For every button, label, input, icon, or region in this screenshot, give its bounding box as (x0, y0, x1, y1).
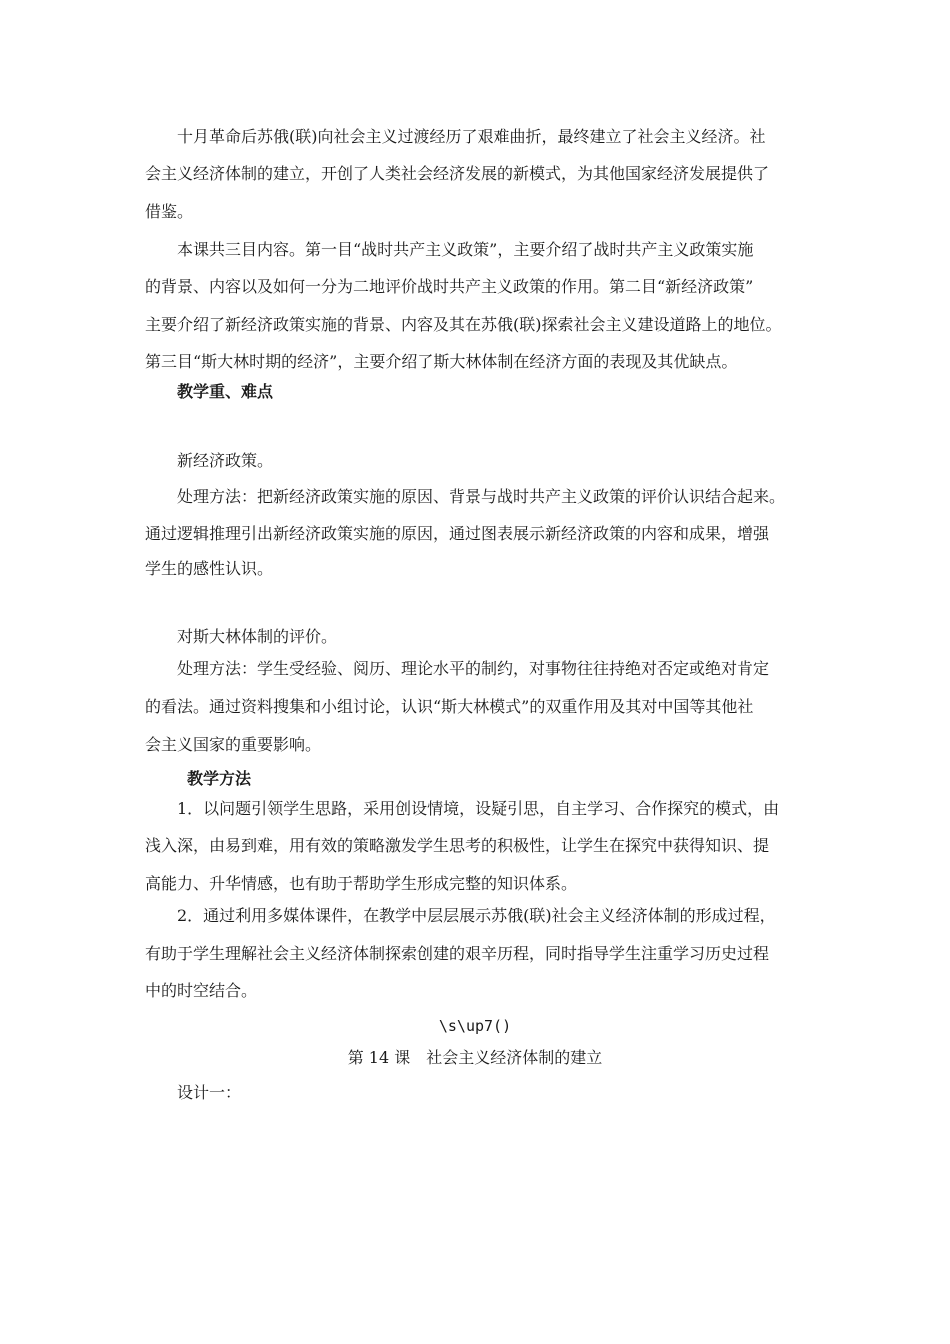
intro-p2-line1: 本课共三目内容。第一目“战时共产主义政策”，主要介绍了战时共产主义政策实施 (177, 240, 754, 259)
key-point-1-title: 新经济政策。 (177, 451, 274, 470)
intro-p1-line2: 会主义经济体制的建立，开创了人类社会经济发展的新模式，为其他国家经济发展提供了 (145, 164, 770, 183)
key-points-heading: 教学重、难点 (177, 382, 274, 401)
method-2-line2: 有助于学生理解社会主义经济体制探索创建的艰辛历程，同时指导学生注重学习历史过程 (145, 944, 770, 963)
lesson-title: 第 14 课 社会主义经济体制的建立 (347, 1048, 603, 1067)
intro-p1-line1: 十月革命后苏俄(联)向社会主义过渡经历了艰难曲折，最终建立了社会主义经济。社 (177, 127, 766, 146)
key-point-1-method-line3: 学生的感性认识。 (145, 559, 274, 578)
design-label: 设计一： (177, 1083, 242, 1102)
key-point-1-method-line2: 通过逻辑推理引出新经济政策实施的原因，通过图表展示新经济政策的内容和成果，增强 (145, 524, 770, 543)
key-point-2-method-line3: 会主义国家的重要影响。 (145, 735, 322, 754)
key-point-1-method-line1: 处理方法：把新经济政策实施的原因、背景与战时共产主义政策的评价认识结合起来。 (177, 487, 786, 506)
method-1-line2: 浅入深，由易到难，用有效的策略激发学生思考的积极性，让学生在探究中获得知识、提 (145, 836, 770, 855)
method-1-line3: 高能力、升华情感，也有助于帮助学生形成完整的知识体系。 (145, 874, 578, 893)
field-code: \s\up7() (438, 1017, 512, 1035)
intro-p2-line4: 第三目“斯大林时期的经济”，主要介绍了斯大林体制在经济方面的表现及其优缺点。 (145, 352, 738, 371)
method-2-line3: 中的时空结合。 (145, 981, 258, 1000)
method-2-line1: 2．通过利用多媒体课件，在教学中层层展示苏俄(联)社会主义经济体制的形成过程， (177, 906, 776, 925)
key-point-2-title: 对斯大林体制的评价。 (177, 627, 338, 646)
intro-p2-line3: 主要介绍了新经济政策实施的背景、内容及其在苏俄(联)探索社会主义建设道路上的地位。 (145, 315, 782, 334)
key-point-2-method-line1: 处理方法：学生受经验、阅历、理论水平的制约，对事物往往持绝对否定或绝对肯定 (177, 659, 770, 678)
intro-p1-line3: 借鉴。 (145, 202, 194, 221)
methods-heading: 教学方法 (187, 769, 252, 788)
method-1-line1: 1．以问题引领学生思路，采用创设情境，设疑引思，自主学习、合作探究的模式，由 (177, 799, 780, 818)
key-point-2-method-line2: 的看法。通过资料搜集和小组讨论，认识“斯大林模式”的双重作用及其对中国等其他社 (145, 697, 754, 716)
intro-p2-line2: 的背景、内容以及如何一分为二地评价战时共产主义政策的作用。第二目“新经济政策” (145, 277, 754, 296)
